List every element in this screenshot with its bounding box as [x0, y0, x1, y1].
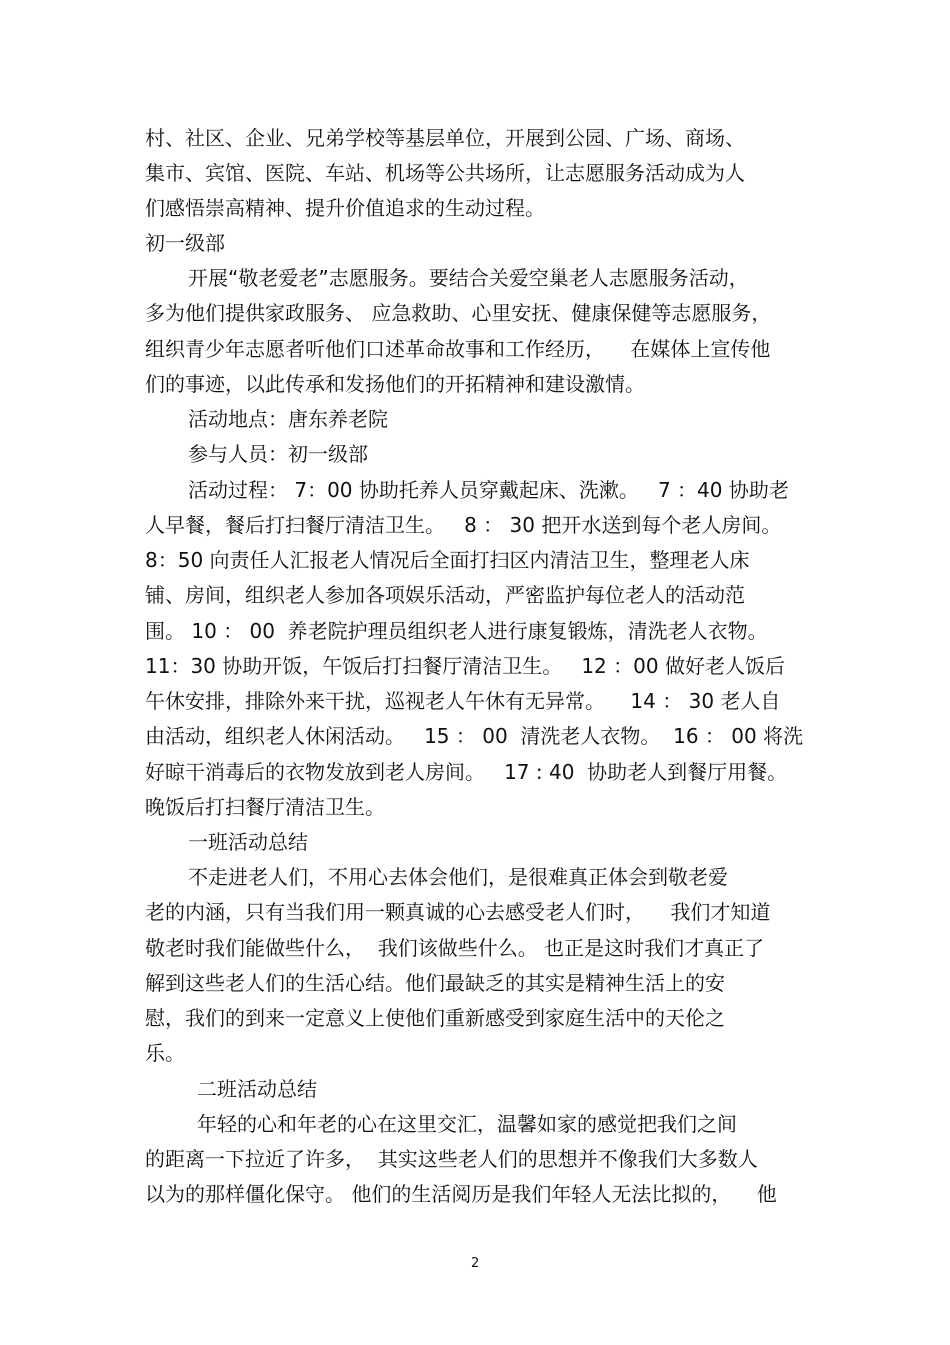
text-line: 晚饭后打扫餐厅清洁卫生。 — [145, 795, 385, 819]
text-line: 开展“敬老爱老”志愿服务。要结合关爱空巢老人志愿服务活动， — [188, 266, 749, 290]
text-line: 慰，我们的到来一定意义上使他们重新感受到家庭生活中的天伦之 — [145, 1006, 725, 1030]
participants: 参与人员：初一级部 — [188, 442, 368, 466]
text-line: 8：50 向责任人汇报老人情况后全面打扫区内清洁卫生，整理老人床 — [145, 548, 750, 572]
activity-location: 活动地点：唐东养老院 — [188, 407, 388, 431]
text-line: 解到这些老人们的生活心结。他们最缺乏的其实是精神生活上的安 — [145, 971, 725, 995]
text-line: 人早餐，餐后打扫餐厅清洁卫生。 8 ： 30 把开水送到每个老人房间。 — [145, 513, 782, 537]
text-line: 们感悟崇高精神、提升价值追求的生动过程。 — [145, 196, 545, 220]
text-line: 村、社区、企业、兄弟学校等基层单位，开展到公园、广场、商场、 — [145, 126, 745, 150]
text-line: 敬老时我们能做些什么， 我们该做些什么。 也正是这时我们才真正了 — [145, 936, 765, 960]
text-line: 年轻的心和年老的心在这里交汇，温馨如家的感觉把我们之间 — [197, 1112, 737, 1136]
text-line: 活动过程： 7：00 协助托养人员穿戴起床、洗漱。 7 ：40 协助老 — [188, 478, 789, 502]
text-line: 的距离一下拉近了许多， 其实这些老人们的思想并不像我们大多数人 — [145, 1147, 758, 1171]
text-line: 好晾干消毒后的衣物发放到老人房间。 17 : 40 协助老人到餐厅用餐。 — [145, 760, 788, 784]
text-line: 午休安排，排除外来干扰，巡视老人午休有无异常。 14 ： 30 老人自 — [145, 689, 781, 713]
text-line: 集市、宾馆、医院、车站、机场等公共场所，让志愿服务活动成为人 — [145, 161, 745, 185]
text-line: 组织青少年志愿者听他们口述革命故事和工作经历， 在媒体上宣传他 — [145, 337, 771, 361]
page-number: 2 — [471, 1256, 480, 1271]
text-line: 铺、房间，组织老人参加各项娱乐活动，严密监护每位老人的活动范 — [145, 583, 745, 607]
text-line: 多为他们提供家政服务、 应急救助、心里安抚、健康保健等志愿服务， — [145, 301, 772, 325]
text-line: 老的内涵，只有当我们用一颗真诚的心去感受老人们时， 我们才知道 — [145, 900, 771, 924]
text-line: 们的事迹，以此传承和发扬他们的开拓精神和建设激情。 — [145, 372, 645, 396]
text-line: 由活动，组织老人休闲活动。 15 ： 00 清洗老人衣物。 16 ： 00 将洗 — [145, 724, 804, 748]
section-heading: 二班活动总结 — [197, 1077, 317, 1101]
text-line: 11：30 协助开饭，午饭后打扫餐厅清洁卫生。 12 ：00 做好老人饭后 — [145, 654, 785, 678]
text-line: 以为的那样僵化保守。 他们的生活阅历是我们年轻人无法比拟的， 他 — [145, 1182, 777, 1206]
text-line: 围。 10 ： 00 养老院护理员组织老人进行康复锻炼，清洗老人衣物。 — [145, 619, 768, 643]
text-line: 不走进老人们，不用心去体会他们，是很难真正体会到敬老爱 — [188, 865, 728, 889]
section-heading: 一班活动总结 — [188, 830, 308, 854]
section-heading: 初一级部 — [145, 231, 225, 255]
text-line: 乐。 — [145, 1041, 185, 1065]
